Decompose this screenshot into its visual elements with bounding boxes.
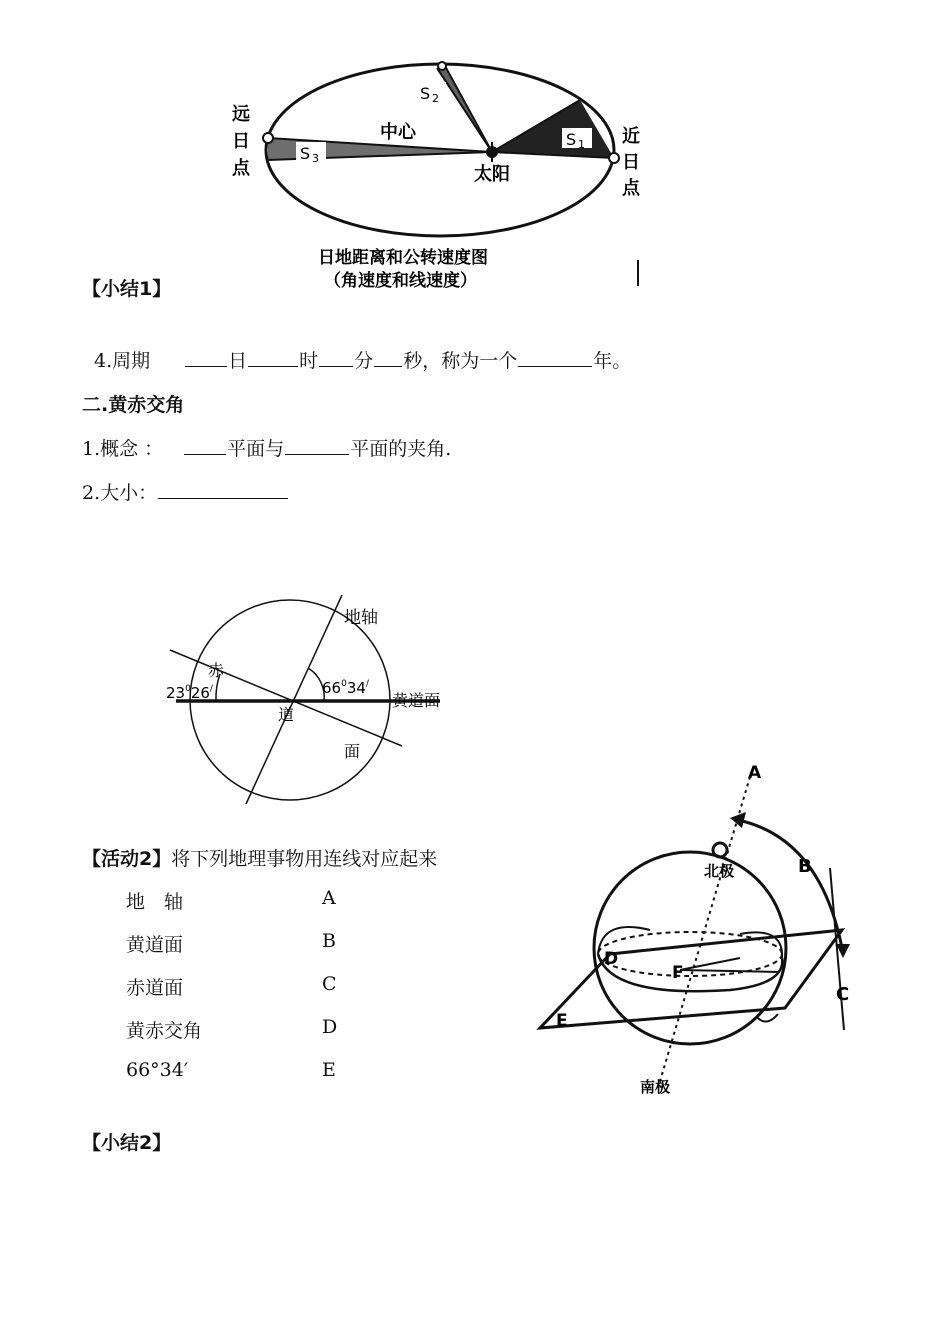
activity-2-heading: 【活动2】 — [82, 848, 172, 870]
period-mid: ，称为一个 — [422, 350, 518, 372]
period-prefix: 4.周期 — [94, 350, 151, 372]
period-suffix: 年。 — [593, 350, 632, 372]
match-right-d[interactable]: D — [322, 1016, 338, 1038]
blank-size[interactable] — [158, 480, 288, 499]
angle-large-label: $66^034^/$ — [322, 679, 369, 697]
globe-label-f: F — [672, 963, 684, 983]
label-far-2: 日 — [232, 131, 250, 152]
globe-label-e: E — [556, 1011, 568, 1031]
axis-label: 地轴 — [344, 608, 378, 628]
globe-label-d: D — [604, 949, 619, 969]
activity-2-instruction: 将下列地理事物用连线对应起来 — [171, 848, 438, 870]
equator-char-3: 面 — [344, 742, 361, 761]
match-right-e[interactable]: E — [322, 1059, 336, 1081]
globe-label-a: A — [748, 763, 762, 783]
label-near-3: 点 — [622, 178, 640, 199]
unit-hour: 时 — [299, 350, 319, 372]
label-s3 — [296, 142, 326, 165]
match-right-c[interactable]: C — [322, 973, 337, 995]
concept-suffix: 平面的夹角. — [350, 438, 452, 460]
question-concept — [82, 434, 451, 461]
label-near-2: 日 — [622, 152, 640, 173]
svg-text:S: S — [566, 130, 577, 149]
unit-minute: 分 — [354, 350, 374, 372]
match-left-4[interactable]: 黄赤交角 — [126, 1020, 203, 1042]
label-center: 中心 — [380, 122, 416, 143]
globe-label-south: 南极 — [640, 1078, 671, 1096]
blank-year-type[interactable] — [518, 348, 592, 367]
svg-text:S: S — [300, 144, 311, 163]
size-label: 2.大小： — [82, 482, 158, 504]
sun-icon — [482, 142, 502, 162]
globe-label-c: C — [836, 984, 850, 1005]
svg-text:3: 3 — [312, 152, 319, 165]
activity-2-title — [82, 844, 437, 871]
label-s1 — [562, 128, 592, 151]
svg-text:2: 2 — [432, 92, 439, 105]
orbit-speed-figure — [220, 50, 650, 295]
question-size — [82, 478, 289, 505]
globe-planes-figure — [530, 758, 870, 1103]
svg-text:S: S — [420, 84, 431, 103]
blank-hour[interactable] — [248, 348, 298, 367]
blank-day[interactable] — [185, 348, 227, 367]
match-left-1[interactable]: 地 轴 — [126, 891, 184, 913]
concept-prefix: 1.概念 ： — [82, 438, 164, 460]
match-left-2[interactable]: 黄道面 — [126, 934, 184, 956]
globe-label-north: 北极 — [704, 862, 735, 880]
blank-plane-1[interactable] — [184, 436, 226, 455]
label-sun: 太阳 — [474, 164, 510, 185]
ecliptic-label: 黄道面 — [392, 691, 441, 710]
unit-day: 日 — [228, 350, 248, 372]
orbit-caption-1: 日地距离和公转速度图 — [318, 248, 488, 268]
obliquity-figure — [160, 590, 460, 810]
label-far-1: 远 — [232, 104, 250, 125]
blank-minute[interactable] — [319, 348, 353, 367]
globe-label-b: B — [798, 856, 812, 877]
label-far-3: 点 — [232, 158, 250, 179]
summary-1-heading: 【小结1】 — [82, 278, 172, 300]
label-s2 — [416, 82, 446, 105]
match-left-5[interactable]: 66°34′ — [126, 1059, 189, 1081]
orbit-caption-2: （角速度和线速度） — [324, 271, 477, 291]
match-right-a[interactable]: A — [322, 887, 336, 909]
section-2-title: 二.黄赤交角 — [82, 394, 185, 416]
summary-2-heading: 【小结2】 — [82, 1132, 172, 1154]
equator-char-2: 道 — [278, 705, 295, 724]
unit-second: 秒 — [403, 350, 423, 372]
match-right-b[interactable]: B — [322, 930, 336, 952]
perihelion-point — [609, 153, 619, 163]
label-near-1: 近 — [622, 126, 640, 147]
concept-mid: 平面与 — [227, 438, 285, 460]
svg-text:1: 1 — [578, 138, 585, 151]
sector-s1 — [492, 100, 614, 158]
aphelion-point — [263, 133, 273, 143]
blank-plane-2[interactable] — [285, 436, 349, 455]
match-left-3[interactable]: 赤道面 — [126, 977, 184, 999]
question-period — [94, 346, 631, 373]
blank-second[interactable] — [374, 348, 402, 367]
equator-char-1: 赤 — [208, 661, 225, 680]
angle-small-label: $23^026^/$ — [166, 684, 213, 702]
